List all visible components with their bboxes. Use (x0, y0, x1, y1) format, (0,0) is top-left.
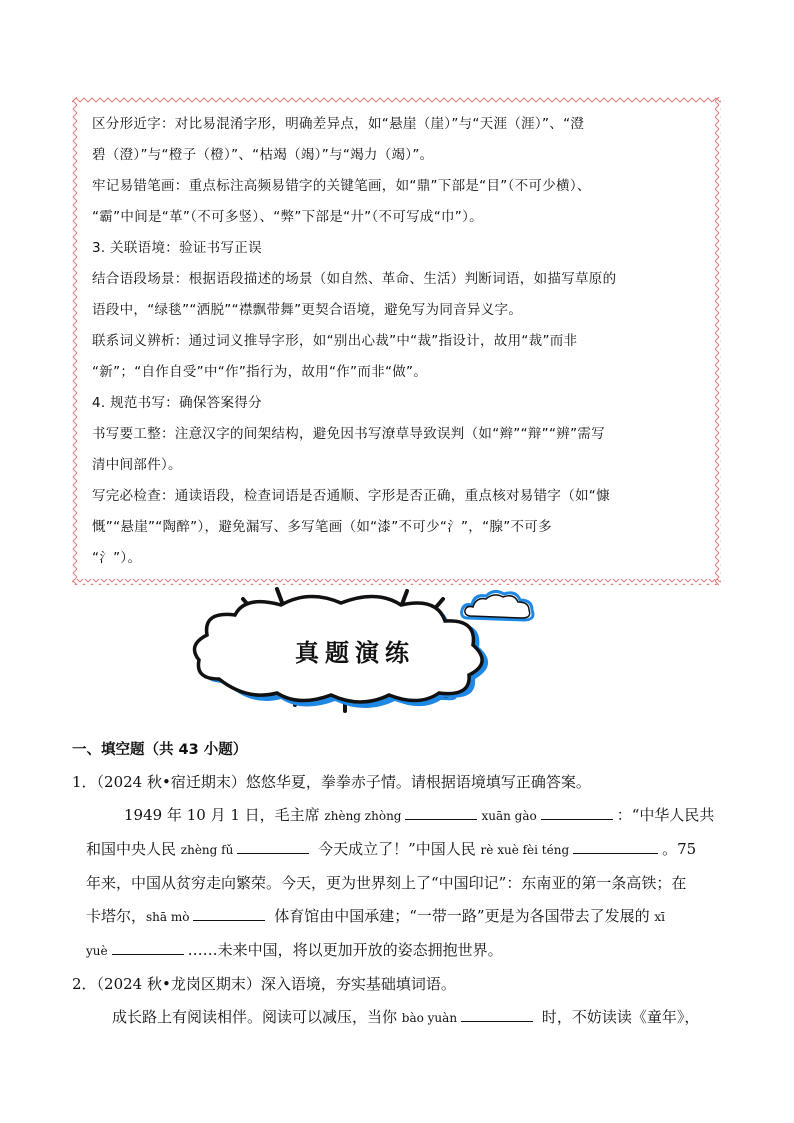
answer-blank[interactable] (405, 805, 477, 820)
tip-line: 区分形近字：对比易混淆字形，明确差异点，如“悬崖（崖）”与“天涯（涯）”、“澄 (92, 116, 585, 132)
answer-blank[interactable] (541, 805, 613, 820)
question-1-line: yuè ……未来中国，将以更加开放的姿态拥抱世界。 (86, 941, 503, 959)
tips-box (72, 97, 721, 585)
question-1-line: 卡塔尔，shā mò 体育馆由中国承建；“一带一路”更是为各国带去了发展的 xī (86, 907, 665, 925)
tip-line: “氵”）。 (92, 550, 142, 566)
question-1-head: 1．（2024 秋•宿迁期末）悠悠华夏，拳拳赤子情。请根据语境填写正确答案。 (72, 773, 591, 791)
exercise-content (72, 738, 732, 1035)
tip-line: 书写要工整：注意汉字的间架结构，避免因书写潦草导致误判（如“辫”“辩”“辨”需写 (92, 426, 605, 442)
pinyin: rè xuè fèi téng (480, 843, 570, 857)
tip-line: 4. 规范书写：确保答案得分 (92, 395, 262, 411)
pinyin: zhèng zhòng (324, 809, 402, 823)
question-1-line: 1949 年 10 月 1 日，毛主席 zhèng zhòng xuān gào ：“中华人民共 (124, 806, 715, 824)
pinyin: shā mò (146, 910, 190, 924)
tip-line: 3. 关联语境：验证书写正误 (92, 240, 262, 256)
tip-line: 语段中，“绿毯”“洒脱”“襟飘带舞”更契合语境，避免写为同音异义字。 (92, 302, 523, 318)
answer-blank[interactable] (461, 1007, 533, 1022)
banner-cloud (185, 585, 525, 715)
tip-line: “霸”中间是“革”（不可多竖）、“弊”下部是“廾”（不可写成“巾”）。 (92, 209, 483, 225)
answer-blank[interactable] (237, 839, 309, 854)
tip-line: “新”；“自作自受”中“作”指行为，故用“作”而非“做”。 (92, 364, 428, 380)
tip-line: 联系词义辨析：通过词义推导字形，如“别出心裁”中“裁”指设计，故用“裁”而非 (92, 333, 578, 349)
pinyin: zhèng fǔ (180, 843, 234, 857)
question-1-line: 和国中央人民 zhèng fǔ 今天成立了！”中国人民 rè xuè fèi téng 。75 (86, 840, 697, 858)
tip-line: 结合语段场景：根据语段描述的场景（如自然、革命、生活）判断词语，如描写草原的 (92, 271, 617, 287)
answer-blank[interactable] (193, 906, 265, 921)
tip-line: 清中间部件）。 (92, 457, 182, 473)
tip-line: 慨”“悬崖”“陶醉”），避免漏写、多写笔画（如“漆”不可少“氵”，“腺”不可多 (92, 519, 552, 535)
question-2-head: 2．（2024 秋•龙岗区期末）深入语境，夯实基础填词语。 (72, 975, 456, 993)
question-2-line: 成长路上有阅读相伴。阅读可以减压，当你 bào yuàn 时，不妨读读《童年》， (112, 1008, 700, 1026)
banner-title: 真题演练 (295, 638, 415, 667)
pinyin: xī (654, 910, 665, 924)
answer-blank[interactable] (112, 940, 184, 955)
pinyin: bào yuàn (401, 1011, 458, 1025)
pinyin: yuè (86, 944, 108, 958)
tip-line: 碧（澄）”与“橙子（橙）”、“枯竭（竭）”与“竭力（竭）”。 (92, 147, 434, 163)
tip-line: 牢记易错笔画：重点标注高频易错字的关键笔画，如“鼎”下部是“目”（不可少横）、 (92, 178, 591, 194)
pinyin: xuān gào (481, 809, 537, 823)
question-1-line: 年来，中国从贫穷走向繁荣。今天，更为世界刻上了“中国印记”：东南亚的第一条高铁；在 (86, 874, 687, 892)
answer-blank[interactable] (573, 839, 658, 854)
tip-line: 写完必检查：通读语段，检查词语是否通顺、字形是否正确，重点核对易错字（如“慷 (92, 488, 610, 504)
section-title: 一、填空题（共 43 小题） (72, 742, 248, 758)
